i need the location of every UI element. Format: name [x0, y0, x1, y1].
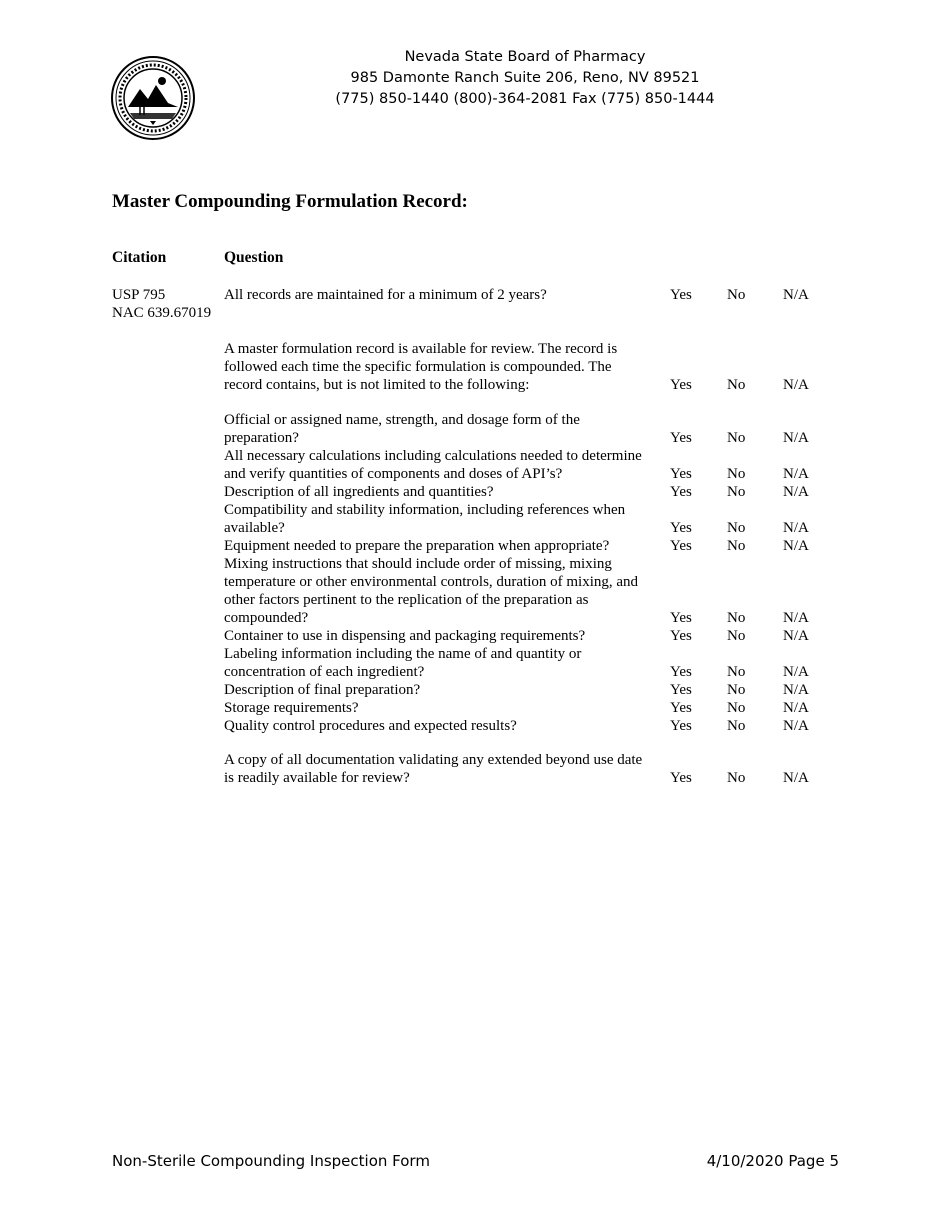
na-option[interactable]: N/A — [783, 718, 809, 734]
state-seal-icon — [110, 55, 196, 141]
no-option[interactable]: No — [727, 718, 746, 734]
na-option[interactable]: N/A — [783, 610, 809, 626]
no-option[interactable]: No — [727, 682, 746, 698]
yes-option[interactable]: Yes — [670, 466, 692, 482]
question-records-retention: All records are maintained for a minimum of 2 years? — [224, 287, 547, 303]
board-name: Nevada State Board of Pharmacy — [404, 49, 646, 65]
question-equipment: Equipment needed to prepare the preparation when appropriate? — [224, 538, 610, 554]
no-option[interactable]: No — [727, 430, 746, 446]
na-option[interactable]: N/A — [783, 770, 809, 786]
na-option[interactable]: N/A — [783, 520, 809, 536]
footer-date-page: 4/10/2020 Page 5 — [706, 1152, 839, 1170]
citation-nac: NAC 639.67019 — [112, 305, 212, 321]
na-option[interactable]: N/A — [783, 628, 809, 644]
question-labeling: Labeling information including the name of and quantity or concentration of each ingredient? — [224, 646, 582, 680]
no-option[interactable]: No — [727, 664, 746, 680]
citation-column-header: Citation — [112, 249, 167, 266]
no-option[interactable]: No — [727, 770, 746, 786]
no-option[interactable]: No — [727, 700, 746, 716]
question-calculations: All necessary calculations including calculations needed to determine and verify quantities of components and doses of API’s? — [224, 448, 642, 482]
no-option[interactable]: No — [727, 628, 746, 644]
footer-form-name: Non-Sterile Compounding Inspection Form — [112, 1152, 430, 1170]
no-option[interactable]: No — [727, 287, 746, 303]
yes-option[interactable]: Yes — [670, 538, 692, 554]
na-option[interactable]: N/A — [783, 484, 809, 500]
na-option[interactable]: N/A — [783, 377, 809, 393]
citation-usp: USP 795 — [112, 287, 166, 303]
page-title: Master Compounding Formulation Record: — [112, 191, 468, 212]
question-compatibility: Compatibility and stability information, including references when available? — [224, 502, 626, 536]
question-final-preparation: Description of final preparation? — [224, 682, 421, 698]
yes-option[interactable]: Yes — [670, 700, 692, 716]
question-column-header: Question — [224, 249, 284, 266]
no-option[interactable]: No — [727, 610, 746, 626]
question-mixing-instructions: Mixing instructions that should include order of missing, mixing temperature or other environmental controls, duration of mixing, and other factors pertinent to the replication of the preparation as compounded? — [224, 556, 639, 626]
board-address: 985 Damonte Ranch Suite 206, Reno, NV 89521 — [350, 70, 700, 86]
no-option[interactable]: No — [727, 484, 746, 500]
yes-option[interactable]: Yes — [670, 682, 692, 698]
na-option[interactable]: N/A — [783, 287, 809, 303]
no-option[interactable]: No — [727, 520, 746, 536]
yes-option[interactable]: Yes — [670, 664, 692, 680]
question-quality-control: Quality control procedures and expected results? — [224, 718, 517, 734]
yes-option[interactable]: Yes — [670, 718, 692, 734]
question-extended-bud: A copy of all documentation validating any extended beyond use date is readily available for review? — [224, 752, 643, 786]
yes-option[interactable]: Yes — [670, 770, 692, 786]
yes-option[interactable]: Yes — [670, 430, 692, 446]
na-option[interactable]: N/A — [783, 538, 809, 554]
na-option[interactable]: N/A — [783, 466, 809, 482]
yes-option[interactable]: Yes — [670, 484, 692, 500]
question-container: Container to use in dispensing and packaging requirements? — [224, 628, 586, 644]
no-option[interactable]: No — [727, 377, 746, 393]
yes-option[interactable]: Yes — [670, 628, 692, 644]
question-official-name: Official or assigned name, strength, and dosage form of the preparation? — [224, 412, 580, 446]
question-master-record: A master formulation record is available for review. The record is followed each time the specific formulation is compounded. The record contains, but is not limited to the following: — [224, 341, 618, 393]
na-option[interactable]: N/A — [783, 700, 809, 716]
na-option[interactable]: N/A — [783, 664, 809, 680]
yes-option[interactable]: Yes — [670, 610, 692, 626]
na-option[interactable]: N/A — [783, 682, 809, 698]
board-header — [300, 47, 750, 110]
yes-option[interactable]: Yes — [670, 287, 692, 303]
na-option[interactable]: N/A — [783, 430, 809, 446]
yes-option[interactable]: Yes — [670, 520, 692, 536]
yes-option[interactable]: Yes — [670, 377, 692, 393]
question-ingredients: Description of all ingredients and quantities? — [224, 484, 494, 500]
no-option[interactable]: No — [727, 466, 746, 482]
board-phone: (775) 850-1440 (800)-364-2081 Fax (775) 850-1444 — [335, 91, 715, 107]
no-option[interactable]: No — [727, 538, 746, 554]
question-storage: Storage requirements? — [224, 700, 359, 716]
